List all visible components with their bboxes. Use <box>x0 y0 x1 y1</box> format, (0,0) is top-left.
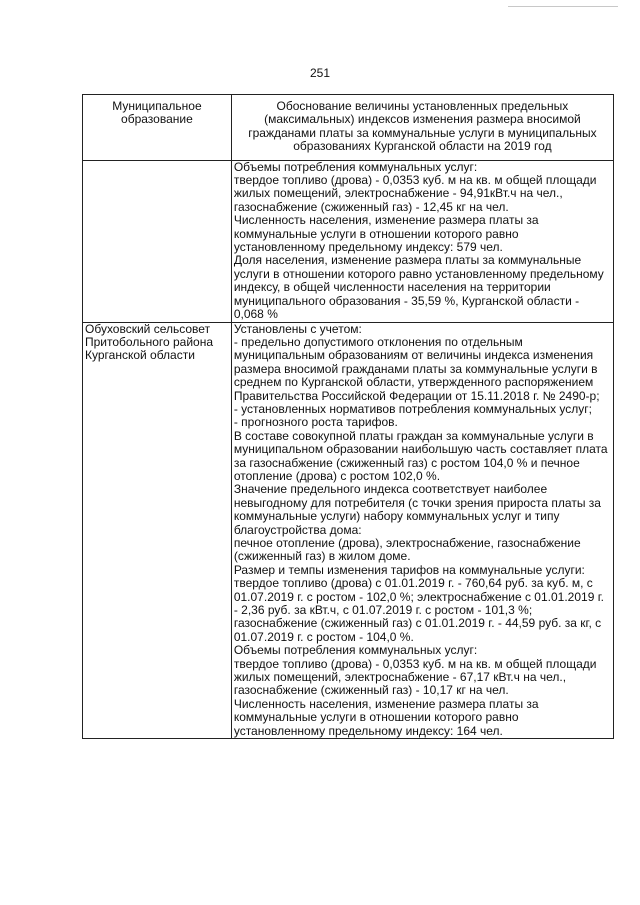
table-header-row <box>83 95 614 161</box>
paragraph: твердое топливо (дрова) с 01.01.2019 г. - 760,64 руб. за куб. м, с 01.07.2019 г. с ростом - 102,0 %; электроснабжение с 01.01.2019 г. - 2,36 руб. за кВт.ч, с 01.07.2019 г. с ростом - 101,3 %; газоснабжение (сжиженный газ) с 01.01.2019 г. - 44,59 руб. за кг, с 01.07.2019 г. с ростом - 104,0 %. <box>233 576 604 644</box>
paragraph: твердое топливо (дрова) - 0,0353 куб. м на кв. м общей площади жилых помещений, электроснабжение - 67,17 кВт.ч на чел., газоснабжение (сжиженный газ) - 10,17 кг на чел. <box>233 656 597 698</box>
paragraph: Значение предельного индекса соответствует наиболее невыгодному для потребителя (с точки зрения прироста платы за коммунальные услуги) набору коммунальных услуг и типу благоустройства дома: <box>233 482 601 537</box>
paragraph: Доля населения, изменение размера платы за коммунальные услуги в отношении которого равно установленному предельному индексу, в общей численности населения на территории муниципального образования - 35,59 %, Курганской области - 0,068 % <box>233 253 604 322</box>
table-row <box>83 160 614 322</box>
justification-cell <box>231 322 613 739</box>
paragraph: Объемы потребления коммунальных услуг: <box>233 643 478 658</box>
justification-table <box>82 94 614 739</box>
paragraph: - предельно допустимого отклонения по отдельным муниципальным образованиям от величины индекса изменения размера вносимой гражданами платы за коммунальные услуги в среднем по Курганской области, утвержденного распоряжением Правительства Российской Федерации от 15.11.2018 г. № 2490-р; <box>233 334 600 403</box>
paragraph: - прогнозного роста тарифов. <box>233 415 398 430</box>
page-number: 251 <box>309 66 331 80</box>
table-row <box>83 322 614 739</box>
paragraph: Объемы потребления коммунальных услуг: <box>233 159 478 174</box>
municipality-cell <box>83 160 232 322</box>
header-municipality: Муниципальное образование <box>83 95 232 161</box>
paragraph: Установлены с учетом: <box>233 321 362 336</box>
paragraph: твердое топливо (дрова) - 0,0353 куб. м на кв. м общей площади жилых помещений, электроснабжение - 94,91кВт.ч на чел., газоснабжение (сжиженный газ) - 12,45 кг на чел. <box>233 173 597 214</box>
municipality-cell: Обуховский сельсовет Притобольного района Курганской области <box>83 322 232 739</box>
paragraph: Размер и темпы изменения тарифов на коммунальные услуги: <box>233 562 585 577</box>
paragraph: Численность населения, изменение размера платы за коммунальные услуги в отношении которого равно установленному предельному индексу: 579 чел. <box>233 213 539 255</box>
paragraph: печное отопление (дрова), электроснабжение, газоснабжение (сжиженный газ) в жилом доме. <box>233 536 581 564</box>
paragraph: - установленных нормативов потребления коммунальных услуг; <box>233 401 593 416</box>
paragraph: В составе совокупной платы граждан за коммунальные услуги в муниципальном образовании наибольшую часть составляет плата за газоснабжение (сжиженный газ) с ростом 104,0 % и печное отопление (дрова) с ростом 102,0 %. <box>233 428 608 483</box>
paragraph: Численность населения, изменение размера платы за коммунальные услуги в отношении которого равно установленному предельному индексу: 164 чел. <box>233 696 539 738</box>
scan-artifact-line <box>508 6 618 7</box>
header-justification: Обоснование величины установленных предельных (максимальных) индексов изменения размера вносимой гражданами платы за коммунальные услуги в муниципальных образованиях Курганской области на 2019 год <box>231 95 613 161</box>
justification-cell <box>231 160 613 322</box>
